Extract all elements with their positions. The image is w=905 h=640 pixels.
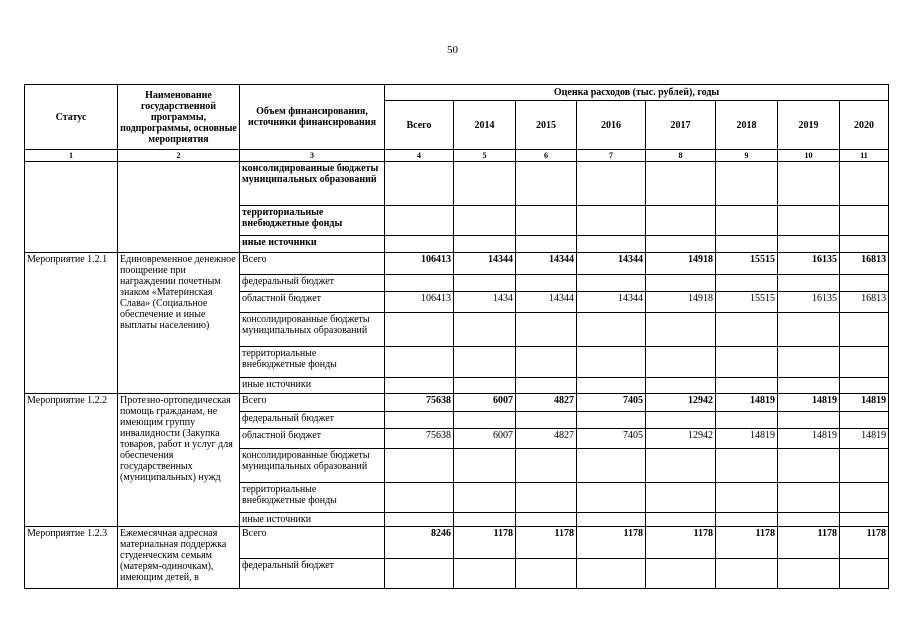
source-cell: территориальные внебюджетные фонды [240, 483, 385, 513]
value-cell [646, 206, 716, 236]
value-cell [716, 162, 778, 206]
source-cell: федеральный бюджет [240, 412, 385, 429]
status-cell: Мероприятие 1.2.3 [25, 527, 118, 589]
value-cell: 14819 [778, 394, 840, 412]
value-cell [716, 275, 778, 292]
value-cell: 1178 [646, 527, 716, 559]
value-cell [716, 236, 778, 253]
value-cell [716, 347, 778, 378]
source-cell: иные источники [240, 513, 385, 527]
value-cell [646, 236, 716, 253]
column-number: 11 [840, 150, 889, 162]
value-cell: 16813 [840, 253, 889, 275]
name-cell: Единовременное денежное поощрение при награждении почетным знаком «Материнская Слава» (Социальное обеспечение и иные выплаты населению) [118, 253, 240, 394]
value-cell [840, 559, 889, 589]
value-cell: 12942 [646, 394, 716, 412]
source-cell: иные источники [240, 236, 385, 253]
value-cell [454, 162, 516, 206]
header-year: 2019 [778, 101, 840, 150]
value-cell [516, 275, 577, 292]
value-cell [840, 206, 889, 236]
value-cell [385, 483, 454, 513]
value-cell [516, 347, 577, 378]
value-cell [577, 162, 646, 206]
value-cell [646, 412, 716, 429]
value-cell: 14819 [716, 394, 778, 412]
value-cell [646, 559, 716, 589]
value-cell [840, 313, 889, 347]
value-cell: 14819 [716, 429, 778, 449]
value-cell [454, 347, 516, 378]
value-cell [646, 347, 716, 378]
value-cell [716, 483, 778, 513]
value-cell [778, 275, 840, 292]
source-cell: территориальные внебюджетные фонды [240, 347, 385, 378]
value-cell [516, 513, 577, 527]
header-estimate: Оценка расходов (тыс. рублей), годы [385, 85, 889, 101]
value-cell: 15515 [716, 292, 778, 313]
value-cell: 7405 [577, 394, 646, 412]
header-source: Объем финансирования, источники финансирования [240, 85, 385, 150]
name-cell [118, 162, 240, 253]
value-cell [716, 449, 778, 483]
column-number-row [25, 150, 889, 162]
value-cell [646, 162, 716, 206]
header-year: 2017 [646, 101, 716, 150]
value-cell [778, 206, 840, 236]
value-cell: 16813 [840, 292, 889, 313]
value-cell [778, 449, 840, 483]
value-cell [716, 412, 778, 429]
value-cell [646, 313, 716, 347]
value-cell [646, 275, 716, 292]
value-cell [454, 236, 516, 253]
value-cell [577, 313, 646, 347]
value-cell [646, 449, 716, 483]
source-cell: консолидированные бюджеты муниципальных образований [240, 162, 385, 206]
value-cell [385, 412, 454, 429]
source-cell: федеральный бюджет [240, 275, 385, 292]
value-cell: 1178 [716, 527, 778, 559]
value-cell: 4827 [516, 429, 577, 449]
value-cell [385, 236, 454, 253]
value-cell [778, 559, 840, 589]
value-cell: 1178 [516, 527, 577, 559]
column-number: 3 [240, 150, 385, 162]
column-number: 7 [577, 150, 646, 162]
value-cell: 1434 [454, 292, 516, 313]
value-cell: 14344 [454, 253, 516, 275]
value-cell: 16135 [778, 253, 840, 275]
table-row [25, 527, 889, 559]
value-cell [385, 162, 454, 206]
value-cell [454, 449, 516, 483]
header-status: Статус [25, 85, 118, 150]
value-cell: 14344 [516, 292, 577, 313]
value-cell [385, 513, 454, 527]
column-number: 1 [25, 150, 118, 162]
value-cell [385, 449, 454, 483]
value-cell [778, 236, 840, 253]
source-cell: Всего [240, 394, 385, 412]
value-cell [454, 378, 516, 394]
source-cell: консолидированные бюджеты муниципальных образований [240, 313, 385, 347]
value-cell [516, 412, 577, 429]
value-cell [516, 449, 577, 483]
value-cell [454, 313, 516, 347]
value-cell: 14819 [840, 394, 889, 412]
column-number: 4 [385, 150, 454, 162]
header-year: 2020 [840, 101, 889, 150]
value-cell [577, 347, 646, 378]
header-year: 2015 [516, 101, 577, 150]
header-name: Наименование государственной программы, подпрограммы, основные мероприятия [118, 85, 240, 150]
value-cell: 16135 [778, 292, 840, 313]
name-cell: Протезно-ортопедическая помощь гражданам, не имеющим группу инвалидности (Закупка товаров, работ и услуг для обеспечения государственных (муниципальных) нужд [118, 394, 240, 527]
budget-table [24, 84, 889, 589]
value-cell: 6007 [454, 429, 516, 449]
value-cell [577, 412, 646, 429]
value-cell [840, 513, 889, 527]
column-number: 5 [454, 150, 516, 162]
value-cell: 14344 [577, 292, 646, 313]
value-cell [716, 206, 778, 236]
value-cell [840, 162, 889, 206]
value-cell [646, 483, 716, 513]
value-cell [778, 313, 840, 347]
value-cell [516, 559, 577, 589]
source-cell: территориальные внебюджетные фонды [240, 206, 385, 236]
value-cell [577, 275, 646, 292]
value-cell: 12942 [646, 429, 716, 449]
value-cell: 6007 [454, 394, 516, 412]
value-cell [840, 236, 889, 253]
value-cell: 1178 [577, 527, 646, 559]
value-cell [840, 412, 889, 429]
table-row [25, 162, 889, 206]
value-cell [577, 378, 646, 394]
value-cell [778, 483, 840, 513]
name-cell: Ежемесячная адресная материальная поддержка студенческим семьям (матерям-одиночкам), имеющим детей, в [118, 527, 240, 589]
source-cell: Всего [240, 253, 385, 275]
source-cell: иные источники [240, 378, 385, 394]
value-cell: 1178 [840, 527, 889, 559]
value-cell [385, 378, 454, 394]
value-cell [577, 449, 646, 483]
source-cell: Всего [240, 527, 385, 559]
value-cell [840, 378, 889, 394]
value-cell [516, 206, 577, 236]
source-cell: федеральный бюджет [240, 559, 385, 589]
value-cell [516, 313, 577, 347]
value-cell [516, 236, 577, 253]
value-cell: 4827 [516, 394, 577, 412]
value-cell [454, 559, 516, 589]
value-cell [385, 559, 454, 589]
source-cell: консолидированные бюджеты муниципальных образований [240, 449, 385, 483]
page-number: 50 [447, 44, 458, 56]
status-cell: Мероприятие 1.2.2 [25, 394, 118, 527]
value-cell: 75638 [385, 429, 454, 449]
value-cell: 14918 [646, 253, 716, 275]
value-cell [577, 483, 646, 513]
value-cell: 8246 [385, 527, 454, 559]
value-cell [577, 236, 646, 253]
value-cell: 106413 [385, 253, 454, 275]
value-cell [454, 483, 516, 513]
column-number: 9 [716, 150, 778, 162]
source-cell: областной бюджет [240, 429, 385, 449]
value-cell [385, 275, 454, 292]
value-cell [840, 449, 889, 483]
value-cell [840, 347, 889, 378]
value-cell [385, 206, 454, 236]
value-cell: 14344 [577, 253, 646, 275]
value-cell [778, 412, 840, 429]
value-cell [516, 483, 577, 513]
value-cell: 14819 [778, 429, 840, 449]
header-year: 2016 [577, 101, 646, 150]
status-cell: Мероприятие 1.2.1 [25, 253, 118, 394]
value-cell [454, 513, 516, 527]
value-cell [840, 275, 889, 292]
value-cell: 75638 [385, 394, 454, 412]
column-number: 10 [778, 150, 840, 162]
header-year: Всего [385, 101, 454, 150]
column-number: 8 [646, 150, 716, 162]
value-cell [778, 162, 840, 206]
value-cell [840, 483, 889, 513]
value-cell: 14819 [840, 429, 889, 449]
value-cell: 14344 [516, 253, 577, 275]
value-cell: 15515 [716, 253, 778, 275]
value-cell [385, 313, 454, 347]
value-cell [516, 378, 577, 394]
value-cell [577, 206, 646, 236]
table-row [25, 253, 889, 275]
value-cell: 14918 [646, 292, 716, 313]
value-cell [646, 378, 716, 394]
column-number: 6 [516, 150, 577, 162]
value-cell [716, 378, 778, 394]
value-cell [716, 513, 778, 527]
value-cell [646, 513, 716, 527]
table-row [25, 394, 889, 412]
value-cell [778, 378, 840, 394]
source-cell: областной бюджет [240, 292, 385, 313]
value-cell [577, 559, 646, 589]
value-cell [577, 513, 646, 527]
value-cell: 7405 [577, 429, 646, 449]
table-body [25, 162, 889, 589]
value-cell [778, 513, 840, 527]
column-number: 2 [118, 150, 240, 162]
header-year: 2018 [716, 101, 778, 150]
value-cell: 1178 [778, 527, 840, 559]
header-year: 2014 [454, 101, 516, 150]
value-cell [716, 559, 778, 589]
value-cell [454, 275, 516, 292]
value-cell: 106413 [385, 292, 454, 313]
value-cell [454, 412, 516, 429]
value-cell [778, 347, 840, 378]
value-cell [716, 313, 778, 347]
value-cell [385, 347, 454, 378]
status-cell [25, 162, 118, 253]
value-cell [454, 206, 516, 236]
value-cell [516, 162, 577, 206]
value-cell: 1178 [454, 527, 516, 559]
